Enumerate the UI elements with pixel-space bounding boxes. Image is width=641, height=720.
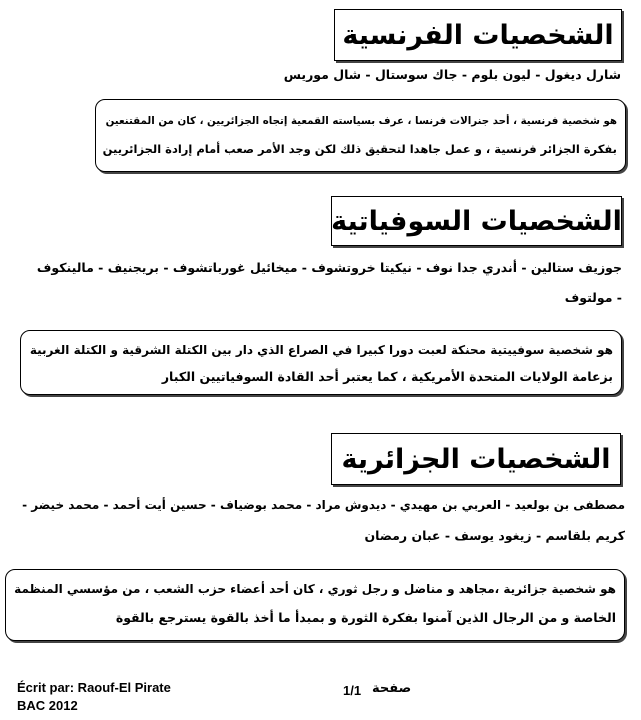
description-box-french xyxy=(95,99,626,172)
description-french-line-1: هو شخصية فرنسية ، أحد جنرالات فرنسا ، عرف بسياسته القمعية إتجاه الجزائريين ، كان من المقتنعين xyxy=(105,115,617,127)
description-box-soviet xyxy=(20,330,622,395)
names-algerian-line-2: كريم بلقاسم - زيغود يوسف - عبان رمضان xyxy=(364,528,625,543)
names-soviet-line-2: - مولتوف xyxy=(564,290,622,305)
description-box-algerian xyxy=(5,569,625,641)
description-french-line-2: بفكرة الجزائر فرنسية ، و عمل جاهدا لتحقيق ذلك لكن وجد الأمر صعب أمام إرادة الجزائريين xyxy=(102,142,617,156)
section-title-french xyxy=(334,9,622,61)
footer-page-label: صفحة xyxy=(372,681,412,696)
footer-exam: BAC 2012 xyxy=(17,698,78,713)
section-title-algerian xyxy=(331,433,621,485)
description-algerian-line-2: الخاصة و من الرجال الذين آمنوا بفكرة الثورة و بمبدأ ما أخذ بالقوة يسترجع بالقوة xyxy=(115,610,616,625)
section-title-french-text: الشخصيات الفرنسية xyxy=(342,19,614,51)
names-french-line-1: شارل ديغول - ليون بلوم - جاك سوستال - شال موريس xyxy=(283,67,621,82)
description-soviet-line-2: بزعامة الولايات المتحدة الأمريكية ، كما يعتبر أحد القادة السوفياتيين الكبار xyxy=(161,369,613,384)
section-title-algerian-text: الشخصيات الجزائرية xyxy=(341,443,611,475)
description-soviet-line-1: هو شخصية سوفييتية محنكة لعبت دورا كبيرا في الصراع الذي دار بين الكتلة الشرقية و الكتلة الغربية xyxy=(29,343,613,357)
section-title-soviet-text: الشخصيات السوفياتية xyxy=(331,205,622,237)
section-title-soviet xyxy=(331,196,622,246)
names-soviet-line-1: جوزيف ستالين - أندري جدا نوف - نيكيتا خروتشوف - ميخائيل غورباتشوف - بريجنيف - مالينكوف xyxy=(36,260,622,275)
footer-page-number: 1/1 xyxy=(343,683,362,698)
description-algerian-line-1: هو شخصية جزائرية ،مجاهد و مناضل و رجل ثوري ، كان أحد أعضاء حزب الشعب ، من مؤسسي المنظمة xyxy=(14,582,616,596)
names-algerian-line-1: مصطفى بن بولعيد - العربي بن مهيدي - ديدوش مراد - محمد بوضياف - حسين أيت أحمد - محمد خيضر - xyxy=(22,498,625,512)
footer-author: Écrit par: Raouf-El Pirate xyxy=(17,680,171,695)
